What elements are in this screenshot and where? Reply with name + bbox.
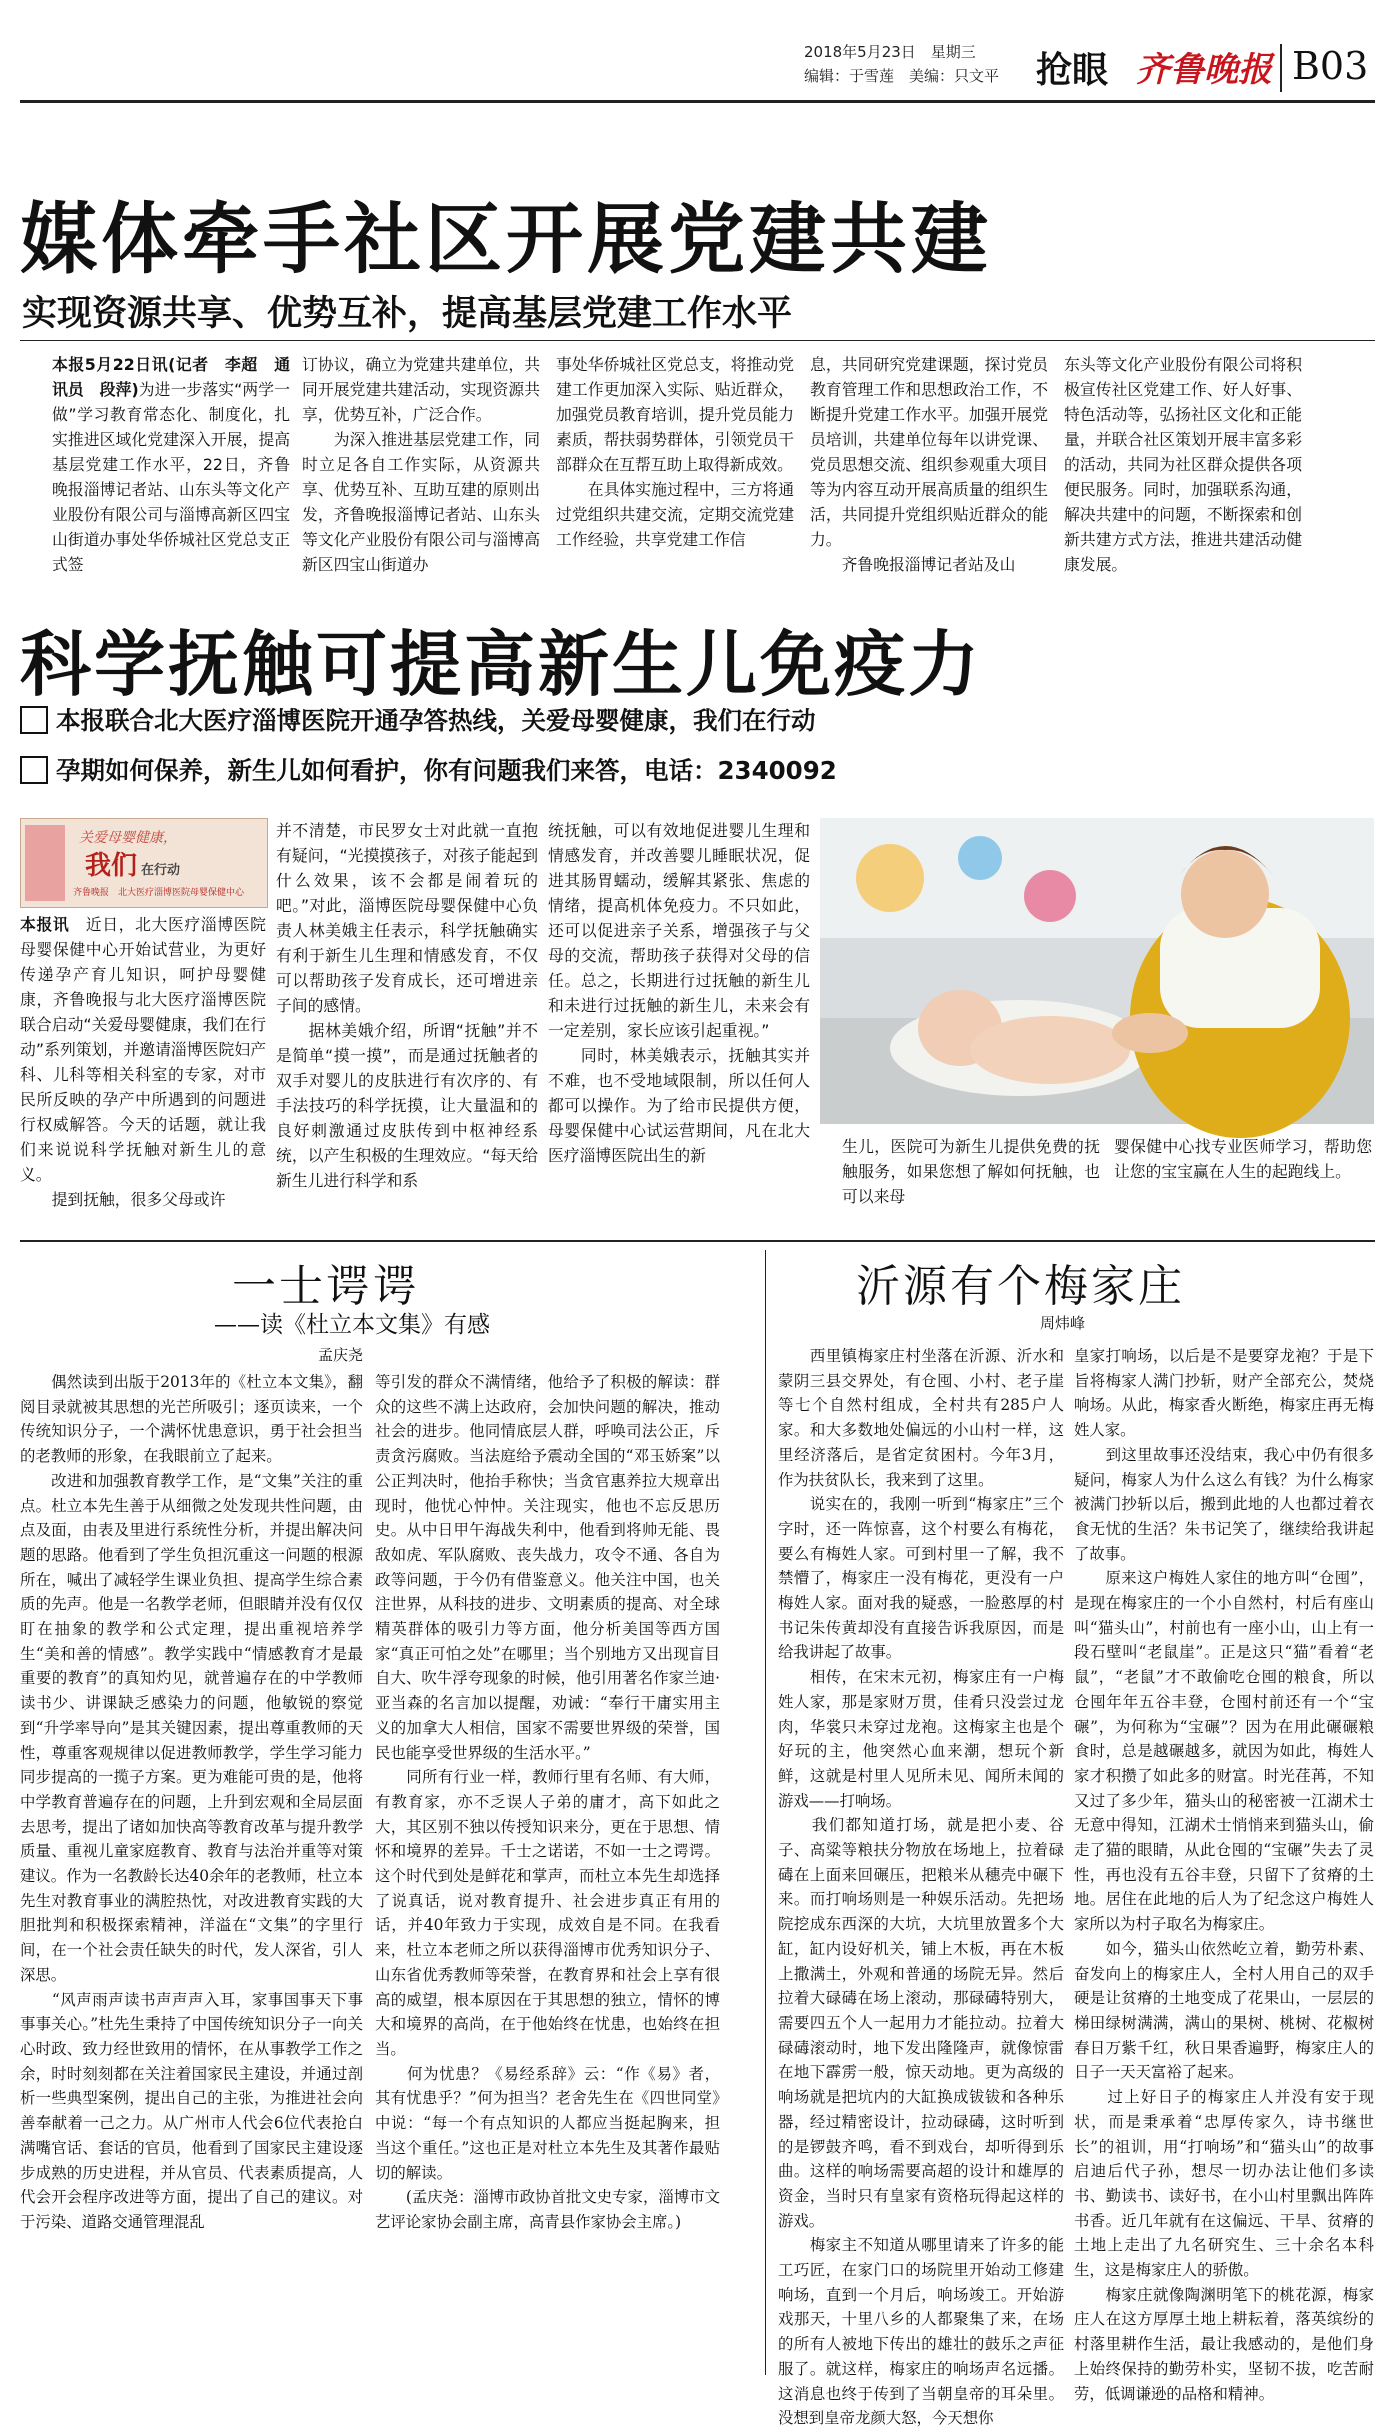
story3-column-2: 等引发的群众不满情绪，他给予了积极的解读：群众的这些不满上达政府，会加快问题的解决，推动社会的进步。他同情底层人群，呼唤司法公正，斥责贪污腐败。当法庭给予震动全国的“邓玉娇案”以公正判决时，他抬手称快；当贪官惠养拉大规章出现时，他忧心忡忡。关注现实，他也不忘反思历史。从中日甲午海战失利中，他看到将帅无能、畏敌如虎、军队腐败、丧失战力，攻令不通、各自为政等问题，于今仍有借鉴意义。他关注中国，也关注世界，从科技的进步、文明素质的提高、对全球精英群体的吸引力等方面，他分析美国等西方国家“真正可怕之处”在哪里；当个别地方又出现盲目自大、吹牛浮夸现象的时候，他引用著名作家兰迪·亚当森的名言加以提醒，劝诫：“奉行干庸实用主义的加拿大人相信，国家不需要世界级的荣誉，国民也能享受世界级的生活水平。” 同所有行业一样，教师行里有名师、有大师，有教育家，亦不乏误人子弟的庸才，高下如此之大，其区别不独以传授知识来分，更在于思想、情怀和境界的差异。千士之诺诺，不如一士之谔谔。这个时代到处是鲜花和掌声，而杜立本先生却选择了说真话，说对教育提升、社会进步真正有用的话，并40年致力于实现，成效自是不同。在我看来，杜立本老师之所以获得淄博市优秀知识分子、山东省优秀教师等荣誉，在教育界和社会上享有很高的威望，根本原因在于其思想的独立，情怀的博大和境界的高尚，在于他始终在忧患，也始终在担当。 何为忧患？《易经系辞》云：“作《易》者，其有忧患乎？”何为担当？老舍先生在《四世同堂》中说：“每一个有点知识的人都应当挺起胸来，担当这个重任。”这也正是对杜立本先生及其著作最贴切的解读。 (孟庆尧：淄博市政协首批文史专家，淄博市文艺评论家协会副主席，高青县作家协会主席。) <box>375 1373 720 2231</box>
story1-text-col1: 为进一步落实“两学一做”学习教育常态化、制度化，扎实推进区域化党建深入开展，提高基层党建工作水平，22日，齐鲁晚报淄博记者站、山东头等文化产业股份有限公司与淄博高新区四宝山街道办事处华侨城社区党总支正式签 <box>52 380 290 574</box>
story2-column-5: 婴保健中心找专业医师学习，帮助您让您的宝宝赢在人生的起跑线上。 <box>1114 1137 1372 1181</box>
story2-text-col1: 近日，北大医疗淄博医院母婴保健中心开始试营业，为更好传递孕产育儿知识，呵护母婴健康，齐鲁晚报与北大医疗淄博医院联合启动“关爱母婴健康，我们在行动”系列策划，并邀请淄博医院妇产科、儿科等相关科室的专家，对市民所反映的孕产中所遇到的问题进行权威解答。今天的话题，就让我们来说说科学抚触对新生儿的意义。 提到抚触，很多父母或许 <box>20 915 266 1209</box>
story2-headline: 科学抚触可提高新生儿免疫力 <box>20 623 983 706</box>
story2-column-3: 统抚触，可以有效地促进婴儿生理和情感发育，并改善婴儿睡眠状况，促进其肠胃蠕动，缓解其紧张、焦虑的情绪，提高机体免疫力。不只如此，还可以促进亲子关系，增强孩子与父母的交流，帮助孩子获得对父母的信任。总之，长期进行过抚触的新生儿和未进行过抚触的新生儿，未来会有一定差别，家长应该引起重视。” 同时，林美娥表示，抚触其实并不难，也不受地域限制，所以任何人都可以操作。为了给市民提供方便，母婴保健中心试运营期间，凡在北大医疗淄博医院出生的新 <box>548 821 810 1165</box>
story1-top-rule <box>20 340 1375 341</box>
nurse-baby-photo <box>820 818 1374 1124</box>
header-rule <box>20 100 1375 103</box>
page-number: B03 <box>1292 44 1369 88</box>
story3-headline: 一士谔谔 <box>232 1261 420 1312</box>
newspaper-logo: 齐鲁晚报 <box>1136 50 1272 90</box>
story2-column-1a <box>20 912 266 1239</box>
logo-line-1: 关爱母婴健康， <box>79 830 177 846</box>
story3-subheadline: ——读《杜立本文集》有感 <box>214 1312 490 1338</box>
story1-dateline: 本报5月22日讯(记者 李超 通讯员 段萍) <box>52 355 290 399</box>
story2-dateline: 本报讯 <box>20 915 70 934</box>
checkbox-square-icon <box>20 756 48 784</box>
story4-column-2: 皇家打响场，以后是不是要穿龙袍？于是下旨将梅家人满门抄斩，财产全部充公，焚烧响场。从此，梅家香火断绝，梅家庄再无梅姓人家。 到这里故事还没结束，我心中仍有很多疑问，梅家人为什么这么有钱？为什么梅家被满门抄斩以后，搬到此地的人也都过着衣食无忧的生活？朱书记笑了，继续给我讲起了故事。 原来这户梅姓人家住的地方叫“仓囤”，是现在梅家庄的一个小自然村，村后有座山叫“猫头山”，村前也有一座小山，山上有一段石壁叫“老鼠崖”。正是这只“猫”看着“老鼠”，“老鼠”才不敢偷吃仓囤的粮食，所以仓囤年年五谷丰登，仓囤村前还有一个“宝碾”，为何称为“宝碾”？因为在用此碾碾粮食时，总是越碾越多，就因为如此，梅姓人家才积攒了如此多的财富。时光荏苒，不知又过了多少年，猫头山的秘密被一江湖术士无意中得知，江湖术士悄悄来到猫头山，偷走了猫的眼睛，从此仓囤的“宝碾”失去了灵性，再也没有五谷丰登，只留下了贫瘠的土地。居住在此地的后人为了纪念这户梅姓人家所以为村子取名为梅家庄。 如今，猫头山依然屹立着，勤劳朴素、奋发向上的梅家庄人，全村人用自己的双手硬是让贫瘠的土地变成了花果山，一层层的梯田绿树满满，满山的果树、桃树、花椒树春日万紫千红，秋日果香遍野，梅家庄人的日子一天天富裕了起来。 过上好日子的梅家庄人并没有安于现状，而是秉承着“忠厚传家久，诗书继世长”的祖训，用“打响场”和“猫头山”的故事启迪后代子孙，想尽一切办法让他们多读书、勤读书、读好书，在小山村里飘出阵阵书香。近几年就有在这偏远、干旱、贫瘠的土地上走出了九名研究生、三十余名本科生，这是梅家庄人的骄傲。 梅家庄就像陶渊明笔下的桃花源，梅家庄人在这方厚厚土地上耕耘着，落英缤纷的村落里耕作生活，最让我感动的，是他们身上始终保持的勤劳朴实，坚韧不拔，吃苦耐劳，低调谦逊的品格和精神。 <box>1074 1347 1374 2403</box>
publication-date: 2018年5月23日 星期三 <box>804 43 976 61</box>
story4-column-1: 西里镇梅家庄村坐落在沂源、沂水和蒙阴三县交界处，有仓囤、小村、老子崖等七个自然村组成，全村共有285户人家。和大多数地处偏远的小山村一样，这里经济落后，是省定贫困村。今年3月，作为扶贫队长，我来到了这里。 说实在的，我刚一听到“梅家庄”三个字时，还一阵惊喜，这个村要么有梅花，要么有梅姓人家。可到村里一了解，我不禁懵了，梅家庄一没有梅花，更没有一户梅姓人家。面对我的疑惑，一脸憨厚的村书记朱传黄却没有直接告诉我原因，而是给我讲起了故事。 相传，在宋末元初，梅家庄有一户梅姓人家，那是家财万贯，佳肴只没尝过龙肉，华裳只未穿过龙袍。这梅家主也是个好玩的主，他突然心血来潮，想玩个新鲜，这就是村里人见所未见、闻所未闻的游戏——打响场。 我们都知道打场，就是把小麦、谷子、高粱等粮扶分物放在场地上，拉着碌碡在上面来回碾压，把粮米从穗壳中碾下来。而打响场则是一种娱乐活动。先把场院挖成东西深的大坑，大坑里放置多个大缸，缸内设好机关，铺上木板，再在木板上撒满土，外观和普通的场院无异。然后拉着大碌碡在场上滚动，那碌碡特别大，需要四五个人一起用力才能拉动。拉着大碌碡滚动时，地下发出隆隆声，就像惊雷在地下霹雳一般，惊天动地。更为高级的响场就是把坑内的大缸换成钹钹和各种乐器，经过精密设计，拉动碌碡，这时听到的是锣鼓齐鸣，看不到戏台，却听得到乐曲。这样的响场需要高超的设计和雄厚的资金，当时只有皇家有资格玩得起这样的游戏。 梅家主不知道从哪里请来了许多的能工巧匠，在家门口的场院里开始动工修建响场，直到一个月后，响场竣工。开始游戏那天，十里八乡的人都聚集了来，在场的所有人被地下传出的雄壮的鼓乐之声征服了。就这样，梅家庄的响场声名远播。这消息也终于传到了当朝皇帝的耳朵里。没想到皇帝龙颜大怒，今天想你 <box>778 1347 1064 2428</box>
story1-column-4: 息，共同研究党建课题，探讨党员教育管理工作和思想政治工作，不断提升党建工作水平。加强开展党员培训，共建单位每年以讲党课、党员思想交流、组织参观重大项目等为内容互动开展高质量的组织生活，共同提升党组织贴近群众的能力。 齐鲁晚报淄博记者站及山 <box>810 355 1048 574</box>
campaign-logo <box>20 818 268 908</box>
story2-deck-1-text: 本报联合北大医疗淄博医院开通孕答热线，关爱母婴健康，我们在行动 <box>56 706 816 735</box>
editor-credits: 编辑：于雪莲 美编：只文平 <box>804 67 1000 85</box>
vertical-divider <box>765 1250 766 2375</box>
story1-column-2: 订协议，确立为党建共建单位，共同开展党建共建活动，实现资源共享，优势互补，广泛合作。 为深入推进基层党建工作，同时立足各自工作实际，从资源共享、优势互补、互助互建的原则出发，齐鲁晚报淄博记者站、山东头等文化产业股份有限公司与淄博高新区四宝山街道办 <box>302 355 540 574</box>
story2-deck-2-text: 孕期如何保养，新生儿如何看护，你有问题我们来答，电话：2340092 <box>56 756 837 785</box>
story1-column-5: 东头等文化产业股份有限公司将积极宣传社区党建工作、好人好事、特色活动等，弘扬社区文化和正能量，并联合社区策划开展丰富多彩的活动，共同为社区群众提供各项便民服务。同时，加强联系沟通，解决共建中的问题，不断探索和创新共建方式方法，推进共建活动健康发展。 <box>1064 355 1302 574</box>
story4-headline: 沂源有个梅家庄 <box>856 1261 1185 1312</box>
section-name: 抢眼 <box>1036 49 1109 91</box>
story1-column-1 <box>52 352 290 598</box>
story4-author: 周炜峰 <box>1040 1314 1086 1332</box>
story2-deck-2 <box>20 752 837 787</box>
header-divider <box>1280 44 1282 92</box>
photo-illustration <box>820 818 1374 1124</box>
story2-column-2: 并不清楚，市民罗女士对此就一直抱有疑问，“光摸摸孩子，对孩子能起到什么效果，该不会都是闹着玩的吧。”对此，淄博医院母婴保健中心负责人林美娥主任表示，科学抚触确实有利于新生儿生理和情感发育，不仅可以帮助孩子发育成长，还可增进亲子间的感情。 据林美娥介绍，所谓“抚触”并不是简单“摸一摸”，而是通过抚触者的双手对婴儿的皮肤进行有次序的、有手法技巧的科学抚摸，让大量温和的良好刺激通过皮肤传到中枢神经系统，以产生积极的生理效应。“每天给新生儿进行科学和系 <box>276 821 538 1190</box>
story1-subheadline: 实现资源共享、优势互补，提高基层党建工作水平 <box>22 294 793 334</box>
story3-column-1: 偶然读到出版于2013年的《杜立本文集》，翻阅目录就被其思想的光芒所吸引；逐页读来，一个传统知识分子，一个满怀忧患意识，勇于社会担当的老教师的形象，在我眼前立了起来。 改进和加强教育教学工作，是“文集”关注的重点。杜立本先生善于从细微之处发现共性问题，由点及面，由表及里进行系统性分析，并提出解决问题的思路。他看到了学生负担沉重这一问题的根源所在，喊出了减轻学生课业负担、提高学生综合素质的先声。他是一名教学老师，但眼睛并没有仅仅盯在抽象的教学和公式定理，提出重视培养学生“美和善的情感”。教学实践中“情感教育才是最重要的教育”的真知灼见，就普遍存在的中学教师读书少、讲课缺乏感染力的问题，他敏锐的察觉到“升学率导向”是其关键因素，提出尊重教师的天性，尊重客观规律以促进教师教学，学生学习能力同步提高的一揽子方案。更为难能可贵的是，他将中学教育普遍存在的问题，上升到宏观和全局层面去思考，提出了诸如加快高等教育改革与提升教学质量、重视儿童家庭教育、教育与法治并重等对策建议。作为一名教龄长达40余年的老教师，杜立本先生对教育事业的满腔热忱，对改进教育实践的大胆批判和积极探索精神，洋溢在“文集”的字里行间，在一个社会责任缺失的时代，发人深省，引人深思。 “风声雨声读书声声声入耳，家事国事天下事事事关心。”杜先生秉持了中国传统知识分子一向关心时政、致力经世致用的情怀，在从事教学工作之余，时时刻刻都在关注着国家民主建设，并通过剖析一些典型案例，提出自己的主张，为推进社会向善奉献着一己之力。从广州市人代会6位代表抢白满嘴官话、套话的官员，他看到了国家民主建设逐步成熟的历史进程，并从官员、代表素质提高，人代会开会程序改进等方面，提出了自己的建议。对于污染、道路交通管理混乱 <box>20 1373 363 2231</box>
logo-emblem <box>25 825 65 901</box>
logo-line-4: 齐鲁晚报 北大医疗淄博医院母婴保健中心 <box>73 888 245 898</box>
section-divider <box>20 1240 1375 1242</box>
checkbox-square-icon <box>20 706 48 734</box>
story1-column-3: 事处华侨城社区党总支，将推动党建工作更加深入实际、贴近群众，加强党员教育培训，提升党员能力素质，帮扶弱势群体，引领党员干部群众在互帮互助上取得新成效。 在具体实施过程中，三方将通过党组织共建交流，定期交流党建工作经验，共享党建工作信 <box>556 355 794 549</box>
story2-deck-1 <box>20 702 816 737</box>
story1-headline: 媒体牵手社区开展党建共建 <box>20 196 992 285</box>
story3-author: 孟庆尧 <box>318 1346 364 1364</box>
story2-column-4: 生儿，医院可为新生儿提供免费的抚触服务，如果您想了解如何抚触，也可以来母 <box>842 1137 1100 1206</box>
logo-line-2: 我们 在行动 <box>85 851 181 881</box>
